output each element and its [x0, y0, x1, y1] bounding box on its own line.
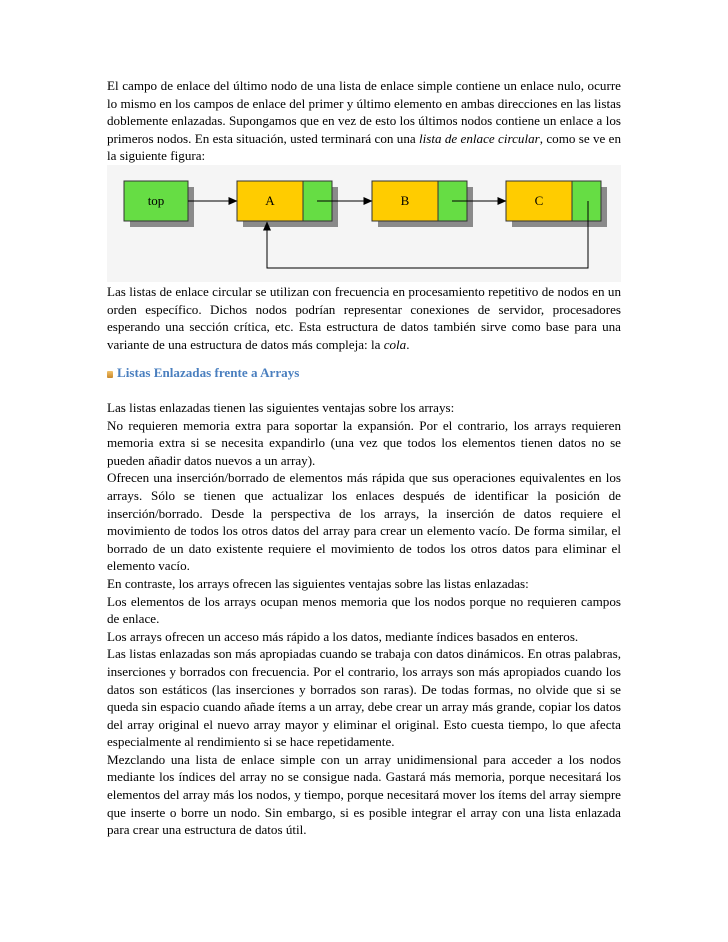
section-heading: [107, 364, 299, 382]
after-text-after: .: [406, 336, 410, 352]
bullet-icon: [107, 371, 113, 378]
intro-text-after: , como se ve en la siguiente figura:: [107, 130, 621, 164]
body-paragraph: Los elementos de los arrays ocupan menos memoria que los nodos porque no requieren campos de enlace.: [107, 593, 621, 627]
body-line: En contraste, los arrays ofrecen las siguientes ventajas sobre las listas enlazadas:: [107, 575, 529, 591]
node-c-link: [572, 181, 601, 221]
section-heading-text: Listas Enlazadas frente a Arrays: [117, 365, 300, 380]
node-a-label: A: [265, 193, 275, 208]
intro-italic-term: lista de enlace circular: [419, 130, 540, 146]
body-line: Las listas enlazadas tienen las siguientes ventajas sobre los arrays:: [107, 400, 455, 415]
node-top-label: top: [147, 193, 165, 208]
circular-list-diagram: [107, 165, 621, 282]
body-paragraph: Los arrays ofrecen un acceso más rápido a los datos, mediante índices basados en enteros.: [107, 628, 579, 644]
body-text: [107, 399, 621, 839]
body-paragraph: Las listas enlazadas son más apropiadas cuando se trabaja con datos dinámicos. En otras palabras, inserciones y borrados con frecuencia. Por el contrario, los arrays son más apropiados cuando los datos son estáticos (las inserciones y borrados son raras). De todas formas, no olvide que si se queda sin espacio cuando añade ítems a un array, debe crear un array más grande, copiar los datos del array original el nuevo array mayor y eliminar el original. Esto cuesta tiempo, lo que afecta especialmente al rendimiento si se hace repetidamente.: [107, 646, 621, 750]
intro-paragraph: [107, 77, 621, 165]
node-b-label: B: [400, 193, 410, 208]
body-paragraph: Mezclando una lista de enlace simple con un array unidimensional para acceder a los nodos mediante los índices del array no se consigue nada. Gastará más memoria, porque necesitará los elementos del array más los nodos, y tiempo, porque necesitará mover los ítems del array siempre que inserte o borre un nodo. Sin embargo, si es posible integrar el array con una lista enlazada para crear una estructura de datos útil.: [107, 751, 621, 838]
circular-list-paragraph: [107, 283, 621, 353]
node-c-label: C: [534, 193, 544, 208]
intro-text-before: El campo de enlace del último nodo de una lista de enlace simple contiene un enlace nulo, ocurre lo mismo en los campos de enlace del primer y último elemento en ambas direcciones en las listas doblemente enlazadas. Supongamos que en vez de esto los últimos nodos contiene un enlace a los primeros nodos. En esta situación, usted terminará con una: [107, 78, 621, 146]
body-paragraph: No requieren memoria extra para soportar la expansión. Por el contrario, los arrays requieren memoria extra si se necesita expandirlo (una vez que todos los elementos tienen datos no se pueden añadir datos nuevos a un array).: [107, 417, 621, 468]
after-text-before: Las listas de enlace circular se utilizan con frecuencia en procesamiento repetitivo de nodos en un orden específico. Dichos nodos podrían representar conexiones de servidor, procesadores esperando una sección crítica, etc. Esta estructura de datos también sirve como base para una variante de una estructura de datos más compleja: la: [107, 284, 621, 352]
after-italic-term: cola: [383, 336, 407, 352]
body-paragraph: Ofrecen una inserción/borrado de elementos más rápida que sus operaciones equivalentes en los arrays. Sólo se tienen que actualizar los enlaces después de identificar la posición de inserción/borrado. Desde la perspectiva de los arrays, la inserción de datos requiere el movimiento de todos los otros datos del array para crear un elemento vacío. De forma similar, el borrado de un dato existente requiere el movimiento de todos los otros datos para eliminar el elemento vacío.: [107, 470, 621, 574]
